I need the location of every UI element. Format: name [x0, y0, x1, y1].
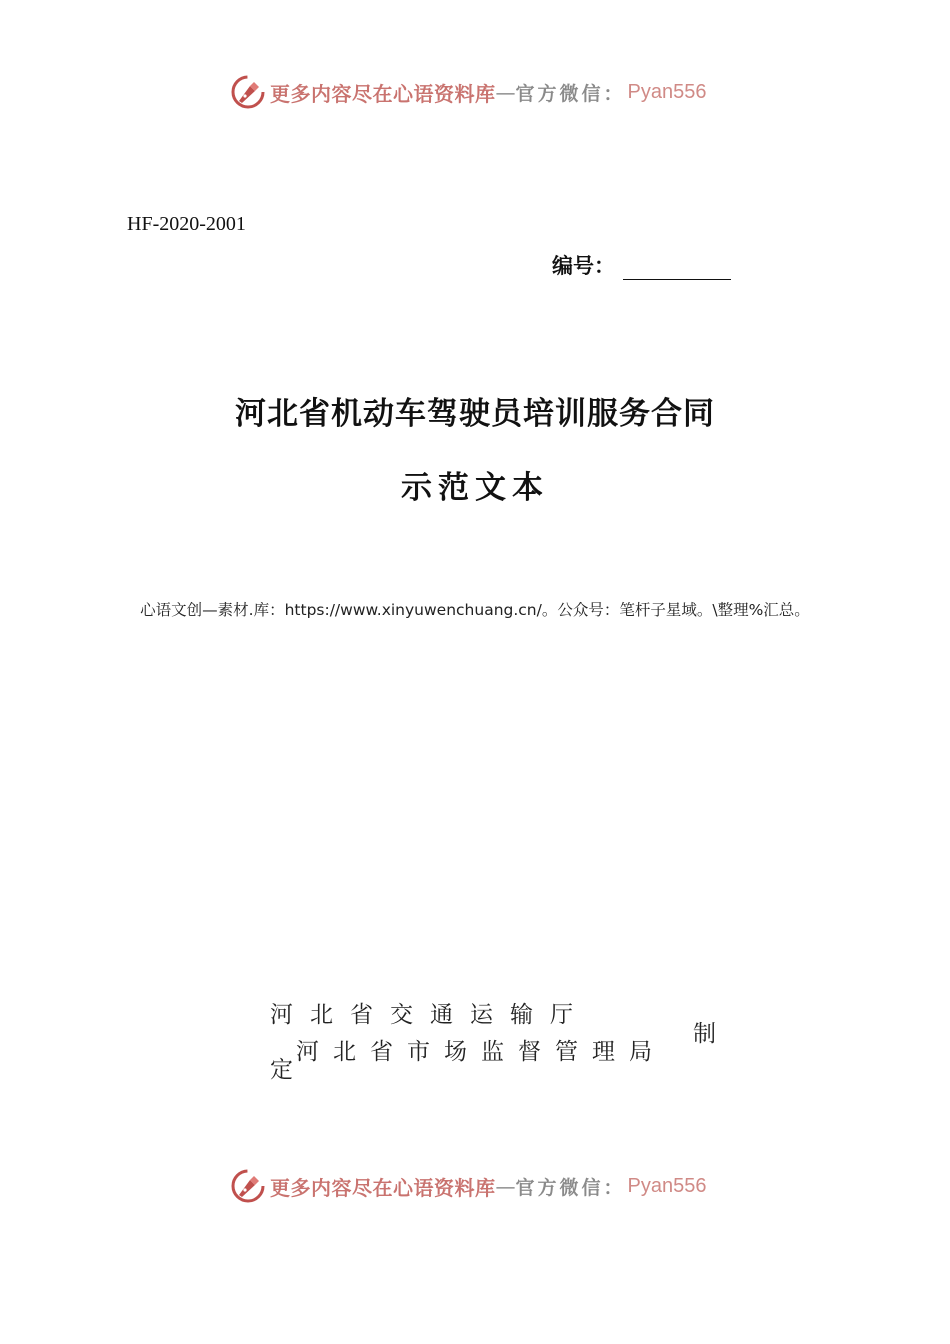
- source-note: 心语文创—素材.库：https://www.xinyuwenchuang.cn/。公众号：笔杆子星域。\整理%汇总。: [140, 601, 810, 619]
- pen-nib-logo-icon: [230, 74, 266, 110]
- document-code: HF-2020-2001: [127, 213, 246, 235]
- footer-banner: [230, 1166, 706, 1206]
- banner-title: 更多内容尽在心语资料库: [270, 1175, 496, 1200]
- serial-number-label: 编号：: [552, 254, 615, 278]
- serial-number-blank: [623, 253, 731, 280]
- banner-wechat-id: Pyan556: [627, 80, 707, 103]
- document-subtitle: 示范文本: [401, 470, 549, 506]
- issuer-line-1: 河北省交通运输厅: [270, 1002, 590, 1028]
- issuer-suffix-ding: 定: [270, 1057, 293, 1083]
- banner-wechat-label: 官方微信：: [515, 82, 626, 105]
- issuer-line-2: 河北省市场监督管理局: [296, 1039, 666, 1065]
- banner-wechat-id: Pyan556: [627, 1174, 707, 1197]
- document-title: 河北省机动车驾驶员培训服务合同: [235, 396, 715, 432]
- issuer-suffix-zhi: 制: [693, 1021, 716, 1047]
- banner-separator: —: [495, 80, 516, 104]
- banner-separator: —: [495, 1174, 516, 1198]
- pen-nib-logo-icon: [230, 1168, 266, 1204]
- header-banner: [230, 72, 706, 112]
- serial-number-field: [552, 250, 731, 280]
- banner-wechat-label: 官方微信：: [515, 1176, 626, 1199]
- banner-title: 更多内容尽在心语资料库: [270, 81, 496, 106]
